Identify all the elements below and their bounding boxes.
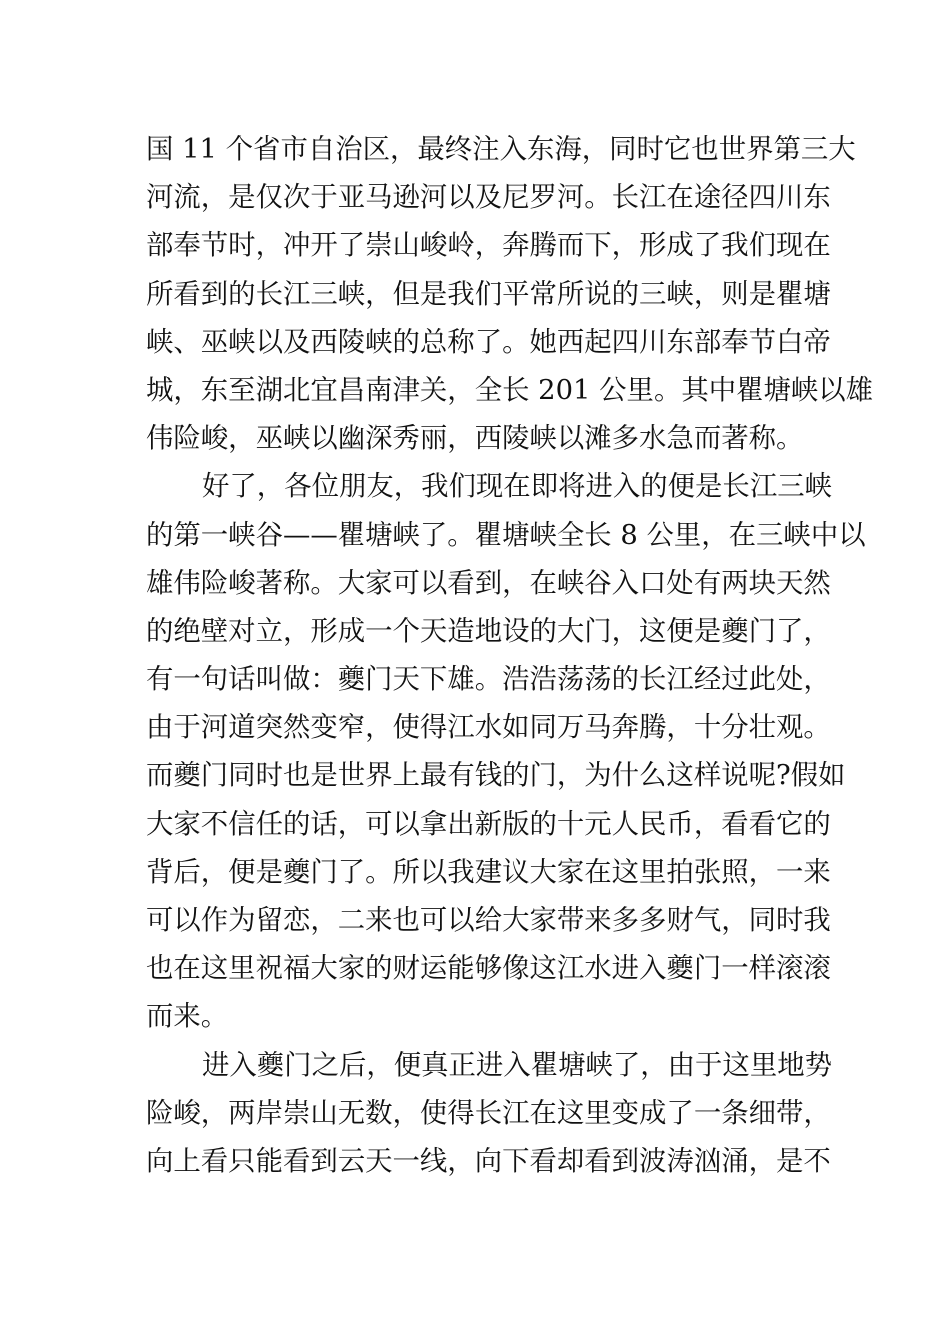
text-line: 由于河道突然变窄，使得江水如同万马奔腾，十分壮观。 [146,712,831,744]
text-line: 大家不信任的话，可以拿出新版的十元人民币，看看它的 [146,808,831,840]
text-line: 所看到的长江三峡，但是我们平常所说的三峡，则是瞿塘 [146,278,831,310]
text-line: 有一句话叫做：夔门天下雄。浩浩荡荡的长江经过此处， [146,664,831,696]
paragraph-1 [146,126,874,463]
text-line: 河流，是仅次于亚马逊河以及尼罗河。长江在途径四川东 [146,182,831,214]
text-line: 进入夔门之后，便真正进入瞿塘峡了，由于这里地势 [202,1049,832,1081]
text-line: 而来。 [146,1001,229,1033]
text-line: 伟险峻，巫峡以幽深秀丽，西陵峡以滩多水急而著称。 [146,423,804,455]
paragraph-2 [146,463,866,1041]
text-line: 而夔门同时也是世界上最有钱的门，为什么这样说呢?假如 [146,760,846,792]
text-line: 雄伟险峻著称。大家可以看到，在峡谷入口处有两块天然 [146,567,831,599]
document-body [146,126,874,1186]
text-line: 可以作为留恋，二来也可以给大家带来多多财气，同时我 [146,905,831,936]
text-line: 部奉节时，冲开了崇山峻岭，奔腾而下，形成了我们现在 [146,230,831,262]
text-line: 城，东至湖北宜昌南津关，全长 201 公里。其中瞿塘峡以雄 [146,374,874,406]
text-line: 也在这里祝福大家的财运能够像这江水进入夔门一样滚滚 [146,953,831,985]
text-line: 险峻，两岸崇山无数，使得长江在这里变成了一条细带， [146,1097,831,1129]
text-line: 好了，各位朋友，我们现在即将进入的便是长江三峡 [202,471,832,503]
text-line: 峡、巫峡以及西陵峡的总称了。她西起四川东部奉节白帝 [146,326,831,358]
text-line: 背后，便是夔门了。所以我建议大家在这里拍张照，一来 [146,856,831,888]
text-line: 向上看只能看到云天一线，向下看却看到波涛汹涌，是不 [146,1145,831,1177]
text-line: 的绝壁对立，形成一个天造地设的大门，这便是夔门了， [146,615,831,647]
text-line: 的第一峡谷——瞿塘峡了。瞿塘峡全长 8 公里，在三峡中以 [146,519,866,551]
text-line: 国 11 个省市自治区，最终注入东海，同时它也世界第三大 [146,134,856,165]
paragraph-3 [146,1042,832,1187]
